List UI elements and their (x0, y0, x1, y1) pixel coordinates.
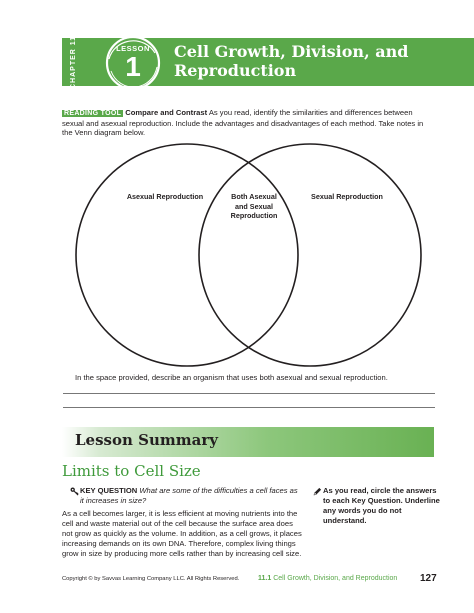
footer-section (258, 575, 397, 582)
venn-right-circle[interactable] (199, 144, 421, 366)
lesson-word: LESSON (116, 44, 150, 53)
reading-tool-heading: Compare and Contrast (125, 108, 208, 117)
key-question-label: KEY QUESTION (80, 486, 138, 495)
organism-prompt: In the space provided, describe an organism that uses both asexual and sexual reproduction. (75, 373, 388, 382)
lesson-number: 1 (125, 51, 141, 82)
pencil-icon (313, 487, 322, 496)
chapter-label: CHAPTER 11 (70, 35, 77, 89)
key-question (80, 486, 300, 506)
summary-body: As a cell becomes larger, it is less efficient at moving nutrients into the cell and waste material out of the cell because the surface area does not grow as quickly as the volume. In addition, as a cell grows, it places increasing demands on its own DNA. Therefore, complex living things grow in size by producing more cells rather than by increasing cell size. (62, 509, 302, 558)
venn-left-label: Asexual Reproduction (126, 192, 204, 201)
footer-copyright: Copyright © by Savvas Learning Company LLC. All Rights Reserved. (62, 576, 240, 582)
footer-section-title: Cell Growth, Division, and Reproduction (273, 575, 398, 582)
reading-tool-text: As you read, identify the similarities and differences between sexual and asexual reproduction. Include the advantages and disadvantages of each method. Take notes in the Venn diagram below. (62, 108, 424, 138)
venn-middle-label: Both Asexual and Sexual Reproduction (230, 192, 278, 220)
section-title: Limits to Cell Size (62, 462, 201, 480)
key-question-text: What are some of the difficulties a cell faces as it increases in size? (80, 486, 298, 505)
footer-section-number: 11.1 (258, 575, 272, 582)
side-note: As you read, circle the answers to each Key Question. Underline any words you do not understand. (323, 486, 440, 525)
lesson-title: Cell Growth, Division, and Reproduction (174, 42, 409, 80)
lesson-badge (101, 31, 165, 95)
answer-line-1[interactable] (63, 393, 435, 394)
reading-tool-badge: READING TOOL (64, 110, 122, 117)
page-number: 127 (420, 573, 437, 584)
lesson-summary-title: Lesson Summary (75, 431, 218, 449)
reading-tool-paragraph (62, 108, 434, 138)
venn-right-label: Sexual Reproduction (311, 192, 383, 201)
key-icon (70, 487, 79, 496)
answer-line-2[interactable] (63, 407, 435, 408)
